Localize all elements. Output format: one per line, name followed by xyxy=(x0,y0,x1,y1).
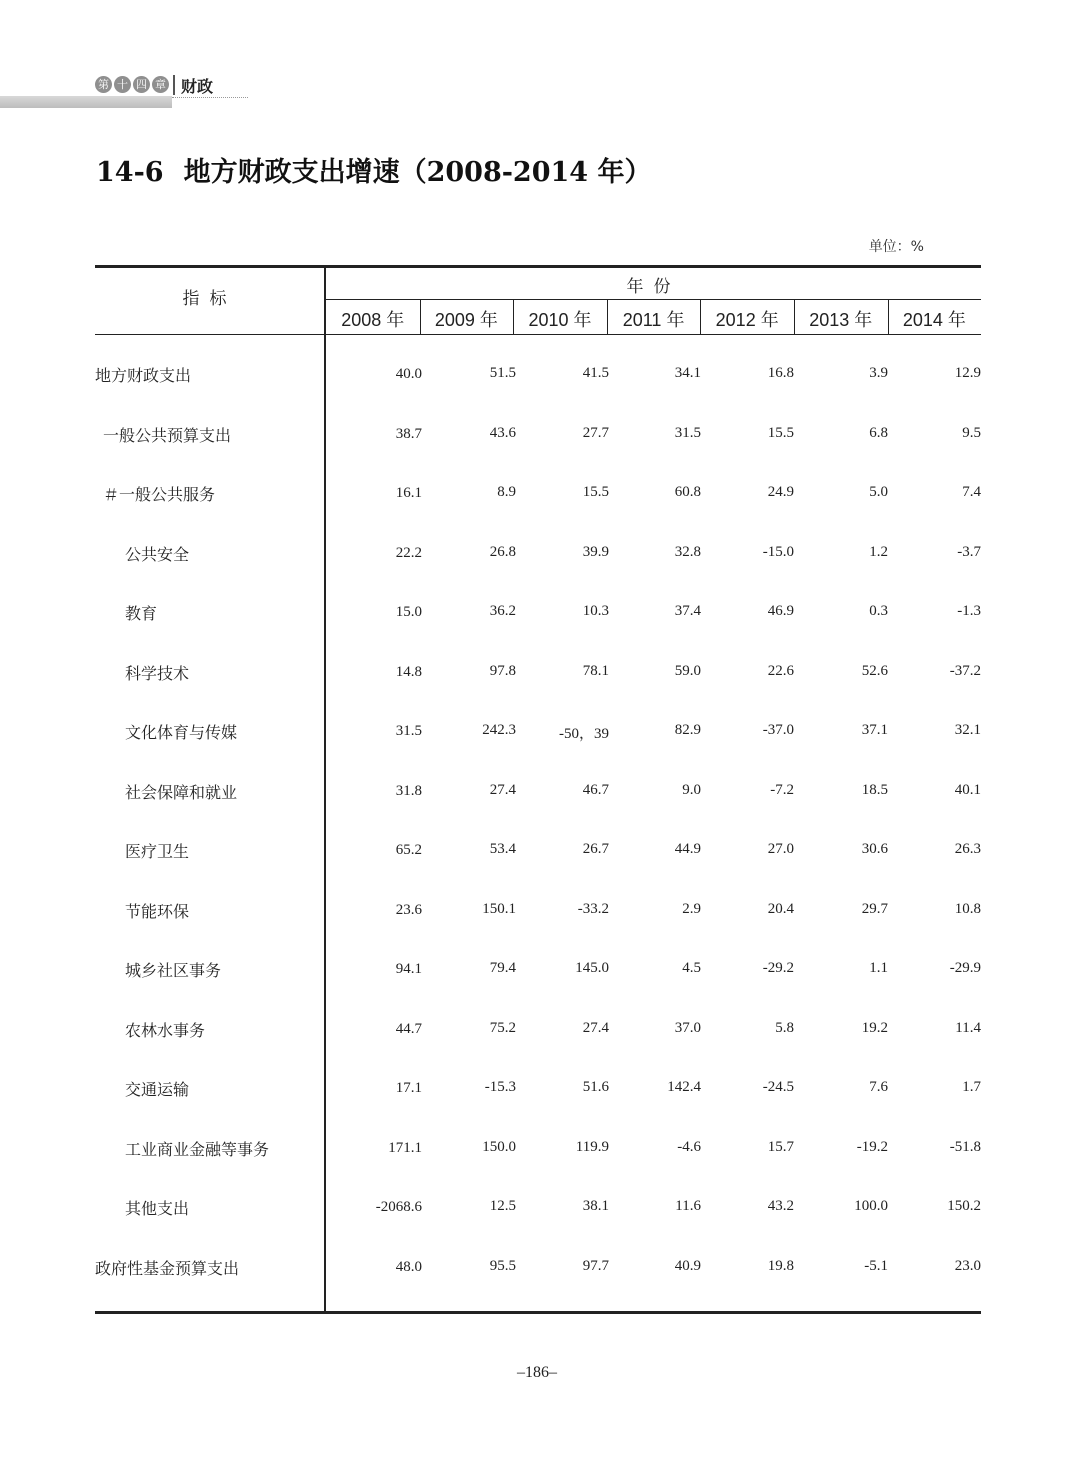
table-cell: 18.5 xyxy=(861,781,888,798)
table-cell: 142.4 xyxy=(667,1079,701,1095)
row-label: 其他支出 xyxy=(125,1199,190,1218)
table-cell: 22.6 xyxy=(767,662,794,679)
table-cell: 9.5 xyxy=(962,424,981,441)
table-cell: 11.4 xyxy=(955,1019,981,1036)
table-cell: 31.5 xyxy=(395,723,422,739)
table-cell: 150.0 xyxy=(482,1138,516,1155)
table-cell: 19.8 xyxy=(767,1257,794,1274)
table-cell: -33.2 xyxy=(577,900,609,917)
row-label: 科学技术 xyxy=(125,663,190,683)
header-band xyxy=(0,96,172,108)
table-cell: 37.0 xyxy=(674,1019,701,1036)
table-cell: -7.2 xyxy=(770,781,794,798)
table-cell: 1.1 xyxy=(869,960,888,976)
page-number: –186– xyxy=(517,1364,557,1381)
table-cell: 145.0 xyxy=(575,960,609,976)
row-label: 交通运输 xyxy=(125,1080,190,1099)
section-name: 财政 xyxy=(181,77,214,96)
year-column-divider xyxy=(888,300,889,334)
chapter-char: 第 xyxy=(95,76,112,93)
indicator-header: 指标 xyxy=(182,289,237,309)
year-column-divider xyxy=(607,300,608,334)
row-label: 文化体育与传媒 xyxy=(125,723,238,742)
table-cell: -4.6 xyxy=(677,1138,701,1155)
table-cell: 1.7 xyxy=(962,1079,981,1095)
table-cell: 17.1 xyxy=(395,1080,422,1096)
table-cell: 9.0 xyxy=(682,781,701,798)
table-cell: 7.6 xyxy=(869,1079,888,1095)
table-cell: 51.6 xyxy=(582,1079,609,1095)
table-cell: 12.9 xyxy=(954,365,981,381)
row-label: 城乡社区事务 xyxy=(125,961,222,980)
table-cell: 10.3 xyxy=(582,603,609,619)
table-cell: 60.8 xyxy=(674,484,701,500)
table-cell: -19.2 xyxy=(856,1138,888,1155)
year-column-divider xyxy=(794,300,795,334)
table-cell: 2.9 xyxy=(682,900,701,917)
table-cell: 94.1 xyxy=(395,961,422,977)
table-cell: 150.2 xyxy=(947,1198,981,1214)
table-year-rule xyxy=(326,299,981,300)
table-cell: 23.6 xyxy=(395,901,422,918)
table-cell: 29.7 xyxy=(861,900,888,917)
year-column-header: 2010 年 xyxy=(528,310,592,330)
chapter-char: 四 xyxy=(133,76,150,93)
table-cell: 52.6 xyxy=(861,662,888,679)
table-cell: 43.6 xyxy=(489,424,516,441)
table-bottom-rule xyxy=(95,1311,981,1314)
row-label: 地方财政支出 xyxy=(95,366,192,385)
year-column-header: 2014 年 xyxy=(902,310,966,330)
table-cell: 10.8 xyxy=(954,900,981,917)
table-cell: 32.8 xyxy=(674,543,701,560)
table-cell: 27.7 xyxy=(582,424,609,441)
table-cell: 82.9 xyxy=(674,722,701,738)
table-cell: -29.2 xyxy=(762,960,794,976)
table-cell: 22.2 xyxy=(395,544,422,561)
table-cell: 23.0 xyxy=(954,1257,981,1274)
table-cell: 37.4 xyxy=(674,603,701,619)
table-cell: 119.9 xyxy=(575,1138,609,1155)
table-cell: 65.2 xyxy=(395,842,422,858)
table-cell: 41.5 xyxy=(582,365,609,381)
table-cell: 3.9 xyxy=(869,365,888,381)
header-dotted-line xyxy=(172,97,248,98)
table-cell: 15.5 xyxy=(582,484,609,500)
table-cell: -29.9 xyxy=(949,960,981,976)
table-cell: 16.8 xyxy=(767,365,794,381)
table-stub-divider xyxy=(324,268,326,1312)
table-cell: 15.7 xyxy=(767,1138,794,1155)
table-cell: 4.5 xyxy=(682,960,701,976)
chapter-char: 章 xyxy=(152,76,169,93)
table-cell: 1.2 xyxy=(869,543,888,560)
table-cell: 30.6 xyxy=(861,841,888,857)
years-header: 年份 xyxy=(626,277,681,297)
table-cell: 0.3 xyxy=(869,603,888,619)
table-cell: -1.3 xyxy=(957,603,981,619)
table-cell: -15.0 xyxy=(762,543,794,560)
table-cell: 32.1 xyxy=(954,722,981,738)
table-cell: -5.1 xyxy=(864,1257,888,1274)
table-cell: 97.7 xyxy=(582,1257,609,1274)
table-cell: 43.2 xyxy=(767,1198,794,1214)
table-cell: 36.2 xyxy=(489,603,516,619)
row-label: 一般公共预算支出 xyxy=(103,425,232,445)
table-number: 14-6 xyxy=(96,157,164,188)
table-cell: 20.4 xyxy=(767,900,794,917)
table-cell: 51.5 xyxy=(489,365,516,381)
table-cell: -15.3 xyxy=(484,1079,516,1095)
year-column-header: 2012 年 xyxy=(715,310,779,330)
table-cell: 7.4 xyxy=(962,484,981,500)
table-cell: 16.1 xyxy=(395,485,422,501)
row-label: 公共安全 xyxy=(125,544,190,564)
chapter-badges xyxy=(95,76,169,93)
row-label: ＃一般公共服务 xyxy=(103,485,216,504)
table-cell: 31.8 xyxy=(395,782,422,799)
year-column-divider xyxy=(513,300,514,334)
row-label: 政府性基金预算支出 xyxy=(95,1258,240,1278)
table-cell: 150.1 xyxy=(482,900,516,917)
table-cell: 26.8 xyxy=(489,543,516,560)
table-cell: 6.8 xyxy=(869,424,888,441)
table-cell: -37.0 xyxy=(762,722,794,738)
chapter-char: 十 xyxy=(114,76,131,93)
table-title: 地方财政支出增速（2008-2014 年） xyxy=(183,157,652,188)
table-cell: 75.2 xyxy=(489,1019,516,1036)
table-cell: -24.5 xyxy=(762,1079,794,1095)
page-title xyxy=(96,150,651,189)
year-column-divider xyxy=(420,300,421,334)
table-cell: 19.2 xyxy=(861,1019,888,1036)
table-cell: 27.0 xyxy=(767,841,794,857)
table-cell: 38.1 xyxy=(582,1198,609,1214)
row-label: 教育 xyxy=(125,604,158,623)
table-top-rule xyxy=(95,265,981,268)
table-cell: -37.2 xyxy=(949,662,981,679)
table-cell: 14.8 xyxy=(395,663,422,680)
table-cell: 59.0 xyxy=(674,662,701,679)
table-cell: 5.0 xyxy=(869,484,888,500)
table-cell: 97.8 xyxy=(489,662,516,679)
table-cell: 242.3 xyxy=(482,722,516,738)
table-cell: 40.0 xyxy=(395,366,422,382)
table-cell: 31.5 xyxy=(674,424,701,441)
table-cell: -3.7 xyxy=(957,543,981,560)
table-cell: 34.1 xyxy=(674,365,701,381)
table-cell: 46.7 xyxy=(582,781,609,798)
table-cell: 11.6 xyxy=(675,1198,701,1214)
table-cell: 15.0 xyxy=(395,604,422,620)
table-cell: 78.1 xyxy=(582,662,609,679)
table-cell: 44.7 xyxy=(395,1020,422,1037)
table-header-rule xyxy=(95,334,981,335)
table-cell: 12.5 xyxy=(489,1198,516,1214)
row-label: 节能环保 xyxy=(125,901,190,921)
year-column-header: 2013 年 xyxy=(809,310,873,330)
table-cell: -51.8 xyxy=(949,1138,981,1155)
row-label: 医疗卫生 xyxy=(125,842,190,861)
table-cell: 40.1 xyxy=(954,781,981,798)
table-cell: 26.7 xyxy=(582,841,609,857)
table-cell: 38.7 xyxy=(395,425,422,442)
table-cell: 48.0 xyxy=(395,1258,422,1275)
table-cell: -50，39 xyxy=(559,726,609,742)
table-cell: 171.1 xyxy=(388,1139,422,1156)
table-cell: 40.9 xyxy=(674,1257,701,1274)
table-cell: -2068.6 xyxy=(375,1199,422,1215)
year-column-divider xyxy=(700,300,701,334)
table-cell: 100.0 xyxy=(854,1198,888,1214)
table-cell: 26.3 xyxy=(954,841,981,857)
header-separator xyxy=(173,75,175,95)
year-column-header: 2009 年 xyxy=(434,310,498,330)
table-cell: 53.4 xyxy=(489,841,516,857)
row-label: 农林水事务 xyxy=(125,1020,206,1040)
table-cell: 46.9 xyxy=(767,603,794,619)
table-cell: 79.4 xyxy=(489,960,516,976)
table-cell: 27.4 xyxy=(582,1019,609,1036)
year-column-header: 2011 年 xyxy=(622,310,685,330)
table-cell: 5.8 xyxy=(775,1019,794,1036)
row-label: 社会保障和就业 xyxy=(125,782,238,802)
table-cell: 44.9 xyxy=(674,841,701,857)
year-column-header: 2008 年 xyxy=(341,310,405,330)
unit-label: 单位：% xyxy=(868,239,924,255)
row-label: 工业商业金融等事务 xyxy=(125,1139,270,1159)
table-cell: 37.1 xyxy=(861,722,888,738)
table-cell: 27.4 xyxy=(489,781,516,798)
table-cell: 15.5 xyxy=(767,424,794,441)
table-cell: 8.9 xyxy=(497,484,516,500)
table-cell: 24.9 xyxy=(767,484,794,500)
table-cell: 39.9 xyxy=(582,543,609,560)
table-cell: 95.5 xyxy=(489,1257,516,1274)
